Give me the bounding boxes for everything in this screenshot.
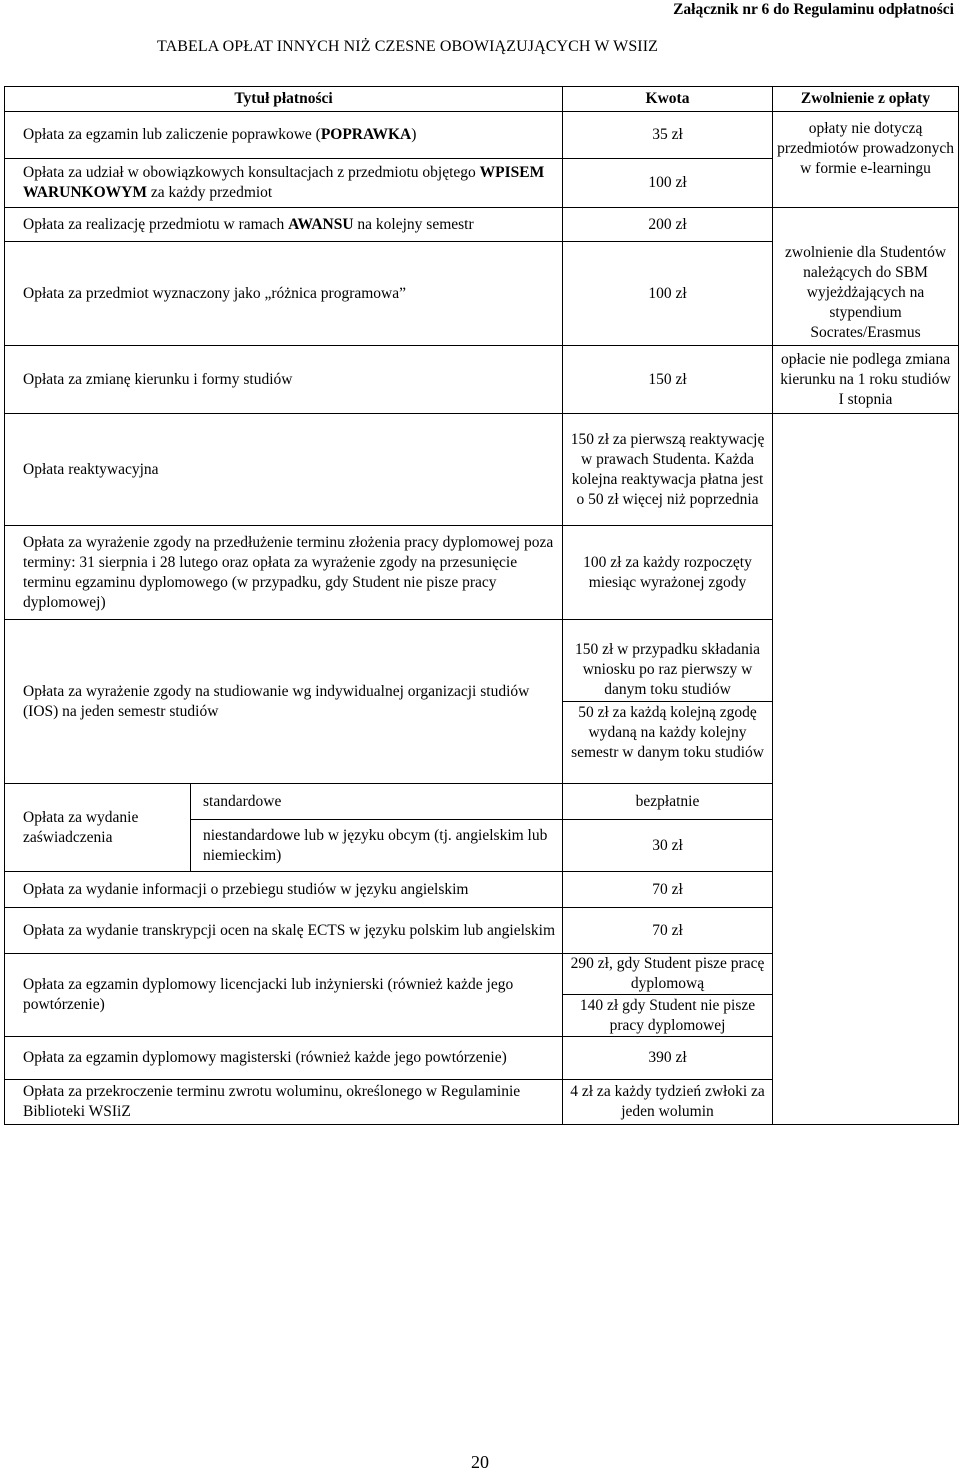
ios-amount-first: 150 zł w przypadku składania wniosku po raz pierwszy w danym toku studiów [574, 641, 761, 698]
header-exemption: Zwolnienie z opłaty [773, 87, 959, 112]
ios-amount-next: 50 zł za każdą kolejną zgodę wydaną na każdy kolejny semestr w danym toku studiów [563, 701, 772, 764]
row-label-poprawka [5, 112, 563, 159]
row-label-wpis [5, 159, 563, 208]
row-amount-biblioteka: 4 zł za każdy tydzień zwłoki za jeden wolumin [563, 1080, 773, 1125]
label-text: ) [411, 126, 417, 143]
row-amount-magisterski: 390 zł [563, 1037, 773, 1080]
licencjacki-amount-a: 290 zł, gdy Student pisze pracę dyplomową [563, 954, 773, 995]
row-amount-reaktywacja: 150 zł za pierwszą reaktywację w prawach Studenta. Każda kolejna reaktywacja płatna jest o 50 zł więcej niż poprzednia [563, 414, 773, 526]
row-label-magisterski: Opłata za egzamin dyplomowy magisterski (również każde jego powtórzenie) [5, 1037, 563, 1080]
table-row [5, 208, 959, 242]
empty-exemption-cell [773, 414, 959, 1125]
zaswiadczenie-nonstandard-amount: 30 zł [563, 820, 773, 872]
zaswiadczenie-standard-label: standardowe [191, 784, 563, 820]
label-text: Opłata za realizację przedmiotu w ramach [23, 215, 289, 233]
exemption-sbm: zwolnienie dla Studentów należących do SBM wyjeżdżających na stypendium Socrates/Erasmus [773, 242, 959, 346]
page-number: 20 [471, 1452, 489, 1472]
label-bold: AWANSU [288, 215, 354, 233]
table-row [5, 414, 959, 526]
row-label-przedluzenie: Opłata za wyrażenie zgody na przedłużenie terminu złożenia pracy dyplomowej poza terminy: 31 sierpnia i 28 lutego oraz opłata za wyrażenie zgody na przesunięcie terminu egzaminu dyplomowego (w przypadku, gdy Student nie pisze pracy dyplomowej) [5, 526, 563, 620]
row-label-ios: Opłata za wyrażenie zgody na studiowanie wg indywidualnej organizacji studiów (IOS) na jeden semestr studiów [5, 620, 563, 784]
row-amount-roznica: 100 zł [563, 242, 773, 346]
header-payment: Tytuł płatności [5, 87, 563, 112]
table-row [5, 112, 959, 159]
row-amount-zmiana: 150 zł [563, 346, 773, 414]
exemption-zmiana: opłacie nie podlega zmiana kierunku na 1 roku studiów I stopnia [773, 346, 959, 414]
row-amount-poprawka: 35 zł [563, 112, 773, 159]
row-label-informacja: Opłata za wydanie informacji o przebiegu studiów w języku angielskim [5, 872, 563, 908]
licencjacki-amount-b: 140 zł gdy Student nie pisze pracy dyplomowej [563, 995, 773, 1037]
label-text: Opłata za egzamin lub zaliczenie poprawkowe ( [23, 126, 321, 143]
table-row [5, 242, 959, 346]
table-header-row [5, 87, 959, 112]
row-label-transkrypcja: Opłata za wydanie transkrypcji ocen na skalę ECTS w języku polskim lub angielskim [5, 908, 563, 954]
empty-cell [773, 208, 959, 242]
zaswiadczenie-standard-amount: bezpłatnie [563, 784, 773, 820]
label-text: na kolejny semestr [353, 215, 474, 233]
row-amount-transkrypcja: 70 zł [563, 908, 773, 954]
document-title: TABELA OPŁAT INNYCH NIŻ CZESNE OBOWIĄZUJĄCYCH W WSIIZ [157, 38, 659, 55]
row-amount-wpis: 100 zł [563, 159, 773, 208]
table-row [5, 346, 959, 414]
label-bold: WPISEM WARUNKOWYM [23, 164, 545, 201]
row-amount-ios [563, 620, 773, 784]
zaswiadczenie-nonstandard-label: niestandardowe lub w języku obcym (tj. angielskim lub niemieckim) [191, 820, 563, 872]
annex-heading: Załącznik nr 6 do Regulaminu odpłatności [673, 1, 954, 18]
label-bold: POPRAWKA [320, 126, 412, 143]
exemption-elearning: opłaty nie dotyczą przedmiotów prowadzonych w formie e-learningu [773, 112, 959, 208]
row-label-biblioteka: Opłata za przekroczenie terminu zwrotu woluminu, określonego w Regulaminie Biblioteki WSIiZ [5, 1080, 563, 1125]
row-label-roznica: Opłata za przedmiot wyznaczony jako „różnica programowa” [5, 242, 563, 346]
row-label-licencjacki: Opłata za egzamin dyplomowy licencjacki lub inżynierski (również każde jego powtórzenie) [5, 954, 563, 1037]
row-amount-przedluzenie: 100 zł za każdy rozpoczęty miesiąc wyrażonej zgody [563, 526, 773, 620]
row-label-reaktywacja: Opłata reaktywacyjna [5, 414, 563, 526]
row-amount-informacja: 70 zł [563, 872, 773, 908]
fees-table [4, 86, 959, 1125]
label-text: Opłata za udział w obowiązkowych konsultacjach z przedmiotu objętego [23, 164, 480, 181]
label-text: za każdy przedmiot [147, 184, 273, 201]
row-label-zmiana: Opłata za zmianę kierunku i formy studiów [5, 346, 563, 414]
header-amount: Kwota [563, 87, 773, 112]
row-amount-awans: 200 zł [563, 208, 773, 242]
row-label-awans [5, 208, 563, 242]
row-label-zaswiadczenie: Opłata za wydanie zaświadczenia [5, 784, 191, 872]
